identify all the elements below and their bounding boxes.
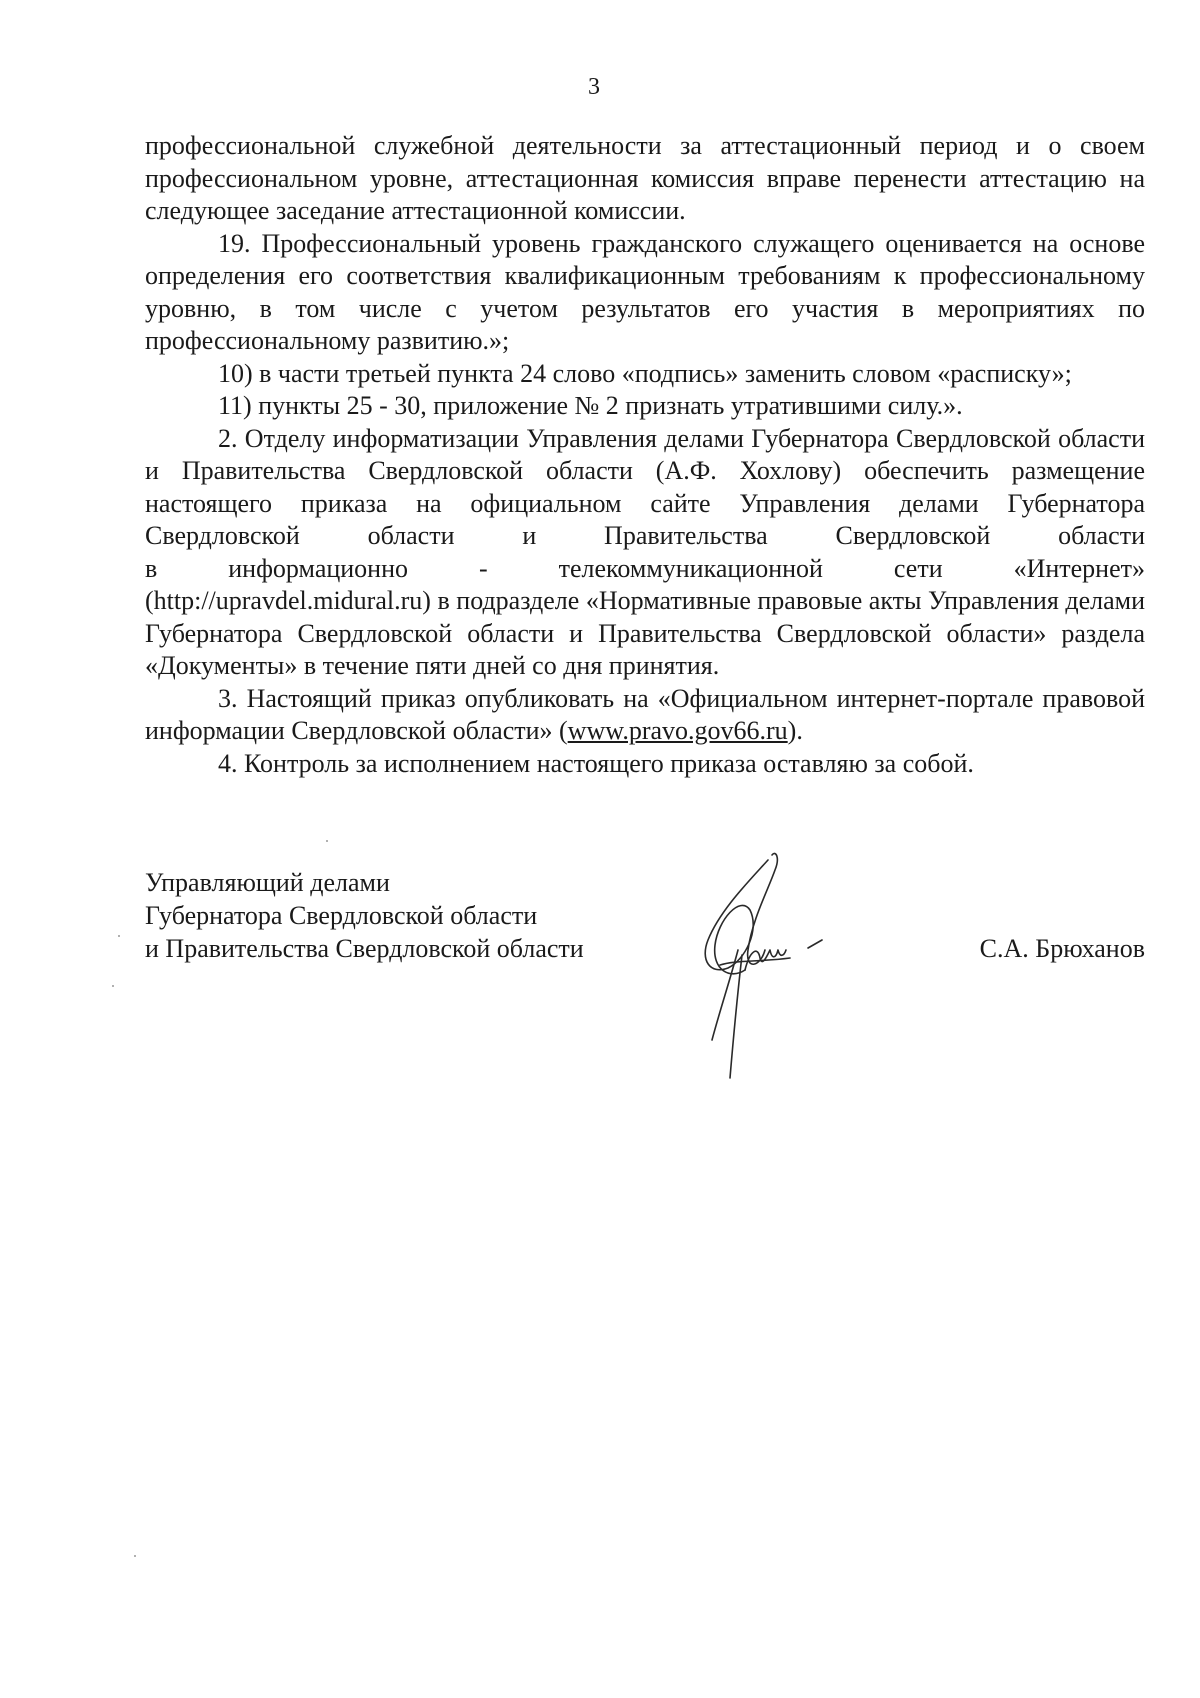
scan-speck bbox=[118, 935, 120, 937]
paragraph-item-11: 11) пункты 25 - 30, приложение № 2 признать утратившими силу.». bbox=[218, 391, 963, 420]
paragraph-item-3 bbox=[145, 683, 1145, 748]
signer-name: С.А. Брюханов bbox=[979, 934, 1145, 963]
pravo-link[interactable]: www.pravo.gov66.ru bbox=[567, 716, 788, 745]
position-line-2: Губернатора Свердловской области bbox=[145, 901, 538, 930]
handwritten-signature bbox=[690, 850, 870, 1080]
paragraph-continuation: профессиональной служебной деятельности за аттестационный период и о своем профессиональном уровне, аттестационная комиссия вправе перенести аттестацию на следующее заседание аттестационной комиссии. bbox=[145, 131, 1145, 225]
page-number: 3 bbox=[588, 74, 600, 100]
scan-speck bbox=[326, 840, 328, 842]
signatory-position bbox=[145, 866, 584, 965]
paragraph-item-2-continuation: (http://upravdel.midural.ru) в подразделе «Нормативные правовые акты Управления делами Губернатора Свердловской области и Правительства Свердловской области» раздела «Документы» в течение пяти дней со дня принятия. bbox=[145, 586, 1145, 680]
paragraph-item-19: 19. Профессиональный уровень гражданского служащего оценивается на основе определения его соответствия квалификационным требованиям к профессиональному уровню, в том числе с учетом результатов его участия в мероприятиях по профессиональному развитию.»; bbox=[145, 228, 1145, 355]
scan-speck bbox=[112, 985, 114, 987]
paragraph-item-4: 4. Контроль за исполнением настоящего приказа оставляю за собой. bbox=[218, 748, 974, 778]
paragraph-item-3-text: 3. Настоящий приказ опубликовать на «Официальном интернет-портале правовой информации Свердловской области» ( bbox=[145, 683, 1145, 745]
paragraph-item-3-end: ). bbox=[787, 716, 803, 745]
scan-speck bbox=[134, 1555, 136, 1557]
paragraph-item-10: 10) в части третьей пункта 24 слово «подпись» заменить словом «расписку»; bbox=[218, 358, 1072, 388]
position-line-1: Управляющий делами bbox=[145, 868, 390, 897]
position-line-3: и Правительства Свердловской области bbox=[145, 934, 584, 963]
paragraph-item-2-spaced-line: в информационно - телекоммуникационной сети «Интернет» bbox=[145, 553, 1145, 583]
paragraph-item-2: 2. Отделу информатизации Управления делами Губернатора Свердловской области и Правительства Свердловской области (А.Ф. Хохлову) обеспечить размещение настоящего приказа на официальном сайте Управления делами Губернатора Свердловской области и Правительства Свердловской области bbox=[145, 423, 1145, 550]
document-body bbox=[145, 130, 1145, 780]
